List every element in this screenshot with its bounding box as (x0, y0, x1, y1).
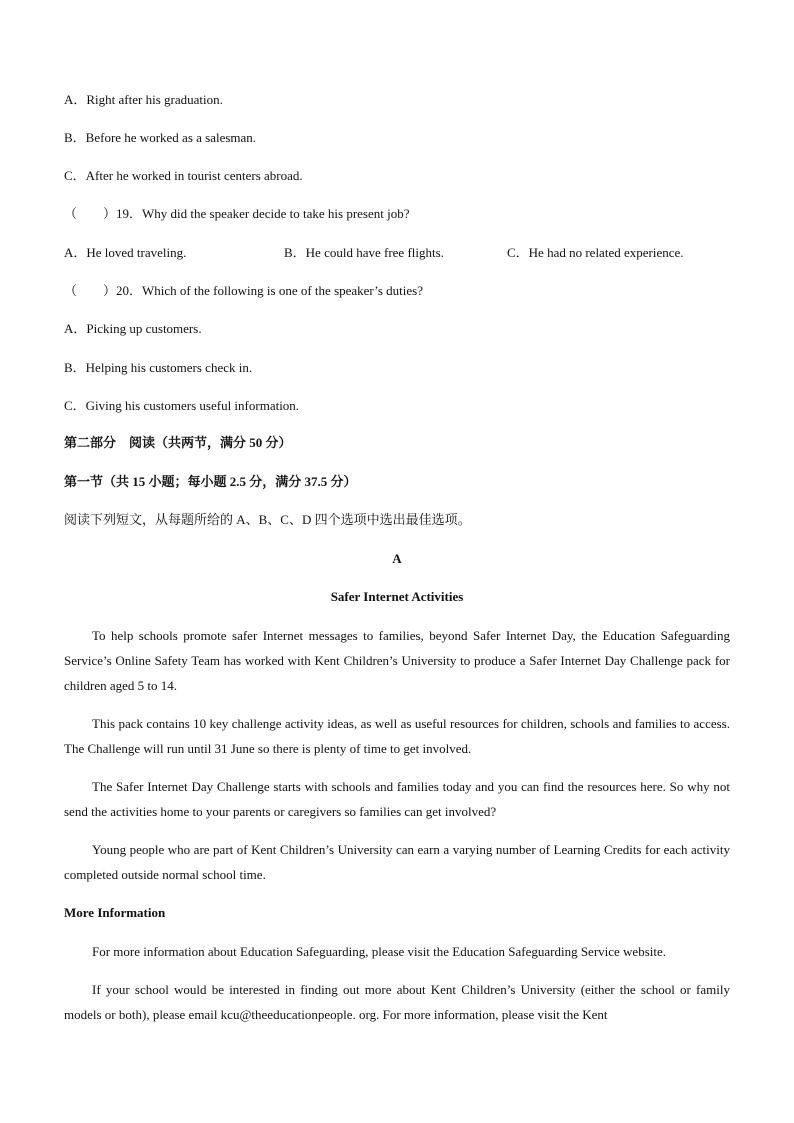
passage-paragraph-2: This pack contains 10 key challenge activity ideas, as well as useful resources for children, schools and families to access. The Challenge will run until 31 June so there is plenty of time to get involved. (64, 716, 730, 756)
q19-option-b: B．He could have free flights. (284, 245, 444, 260)
instruction: 阅读下列短文，从每题所给的 A、B、C、D 四个选项中选出最佳选项。 (64, 512, 471, 527)
passage-title: Safer Internet Activities (330, 589, 464, 604)
passage-paragraph-1: To help schools promote safer Internet messages to families, beyond Safer Internet Day, the Education Safeguarding Service’s Online Safety Team has worked with Kent Children’s University to produce a Safer Internet Day Challenge pack for children aged 5 to 14. (64, 628, 730, 693)
q20-stem: （ ）20．Which of the following is one of the speaker’s duties? (64, 283, 423, 298)
q18-option-c: C．After he worked in tourist centers abroad. (64, 168, 303, 183)
more-info-heading: More Information (64, 905, 166, 920)
q20-option-c: C．Giving his customers useful information. (64, 398, 300, 413)
q18-option-a: A．Right after his graduation. (64, 92, 223, 107)
q18-option-b: B．Before he worked as a salesman. (64, 130, 257, 145)
q20-option-b: B．Helping his customers check in. (64, 360, 253, 375)
q19-option-a: A．He loved traveling. (64, 245, 187, 260)
passage-letter: A (392, 551, 402, 566)
section-title: 第一节（共 15 小题；每小题 2.5 分，满分 37.5 分） (64, 474, 357, 489)
part-title: 第二部分 阅读（共两节，满分 50 分） (64, 435, 292, 450)
more-info-paragraph-2: If your school would be interested in finding out more about Kent Children’s University (either the school or family models or both), please email kcu@theeducationpeople. org. For more information, please visit the Kent (64, 982, 730, 1022)
more-info-paragraph-1: For more information about Education Safeguarding, please visit the Education Safeguarding Service website. (92, 944, 667, 959)
q19-stem: （ ）19．Why did the speaker decide to take his present job? (64, 206, 410, 221)
passage-paragraph-3: The Safer Internet Day Challenge starts with schools and families today and you can find the resources here. So why not send the activities home to your parents or caregivers so families can get involved? (64, 779, 730, 819)
passage-paragraph-4: Young people who are part of Kent Children’s University can earn a varying number of Learning Credits for each activity completed outside normal school time. (64, 842, 730, 882)
q19-option-c: C．He had no related experience. (507, 245, 684, 260)
q20-option-a: A．Picking up customers. (64, 321, 202, 336)
